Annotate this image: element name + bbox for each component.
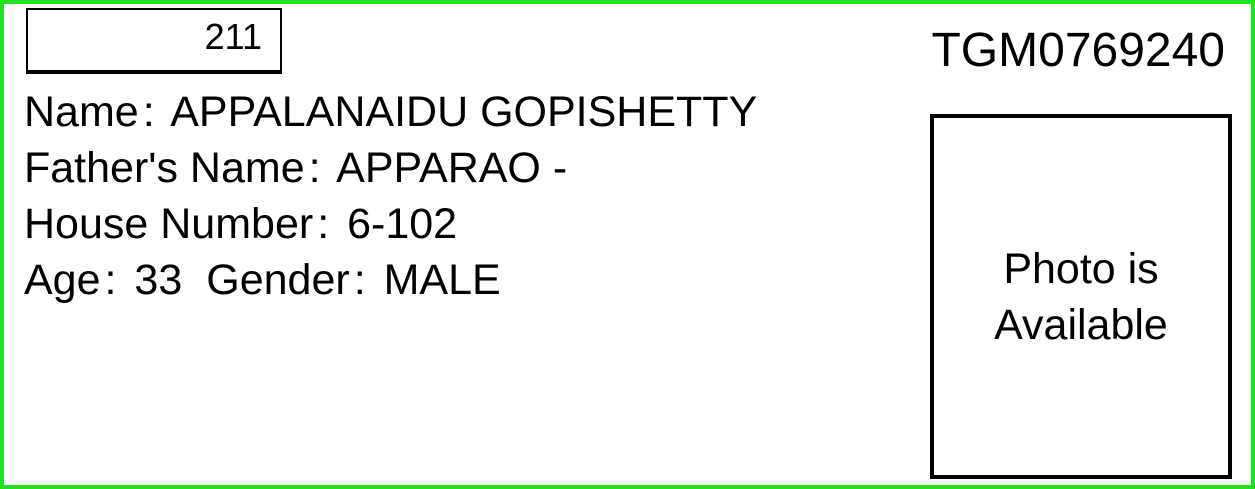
photo-placeholder: [930, 114, 1232, 479]
name-value: APPALANAIDU GOPISHETTY: [170, 88, 758, 136]
age-gender-row: [24, 252, 757, 308]
serial-number: 211: [204, 16, 262, 57]
photo-text-line-1: Photo is: [1003, 244, 1159, 293]
father-name-row: [24, 140, 757, 196]
father-name-value: APPARAO -: [336, 144, 568, 192]
father-name-label: Father's Name: [24, 144, 305, 192]
age-separator: :: [104, 256, 117, 304]
age-value: 33: [134, 256, 183, 304]
age-label: Age: [24, 256, 101, 304]
epic-id: TGM0769240: [931, 24, 1225, 77]
house-number-label: House Number: [24, 200, 314, 248]
name-row: [24, 84, 757, 140]
serial-number-box: [26, 8, 282, 74]
house-number-value: 6-102: [347, 200, 458, 248]
photo-text-line-2: Available: [994, 300, 1168, 349]
voter-details: [24, 84, 757, 308]
gender-separator: :: [353, 256, 366, 304]
gender-label: Gender: [206, 256, 350, 304]
name-label: Name: [24, 88, 139, 136]
house-number-row: [24, 196, 757, 252]
gender-value: MALE: [383, 256, 501, 304]
house-number-separator: :: [317, 200, 330, 248]
father-name-separator: :: [308, 144, 321, 192]
name-separator: :: [142, 88, 155, 136]
